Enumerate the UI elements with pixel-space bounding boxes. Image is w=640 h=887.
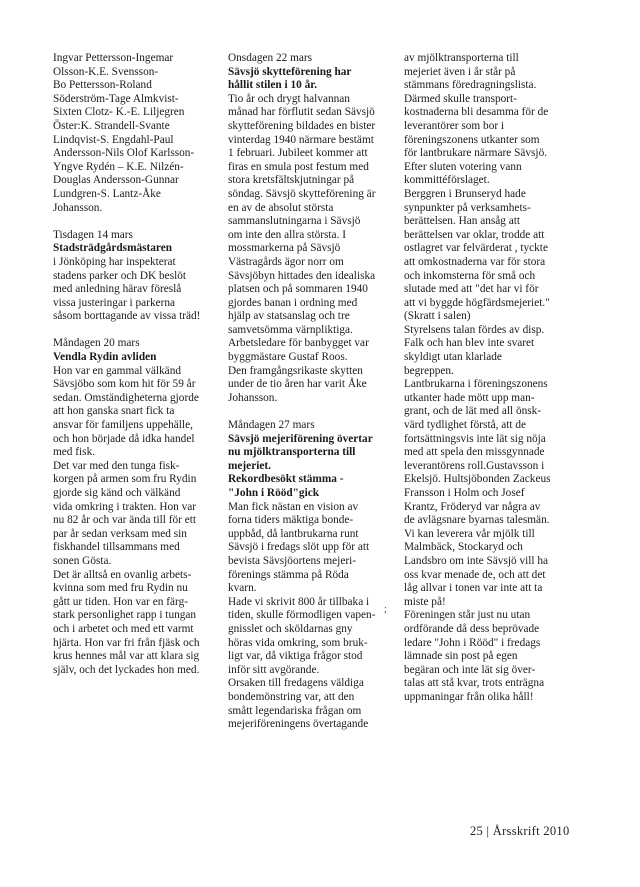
article-paragraph: Därmed skulle transport- kostnaderna bli desamma för de leverantörer som bor i föreningszonens utkanter som för lantbrukare närmare Sävsjö. bbox=[404, 92, 549, 160]
article-date: Onsdagen 22 mars bbox=[228, 52, 313, 64]
article-heading: Stadsträdgårdsmästaren bbox=[53, 242, 173, 255]
article-paragraph: Det var med den tunga fisk- korgen på armen som fru Rydin gjorde sig känd och välkänd vida omkring i trakten. Hon var nu 82 år och var ända till för ett par år sedan verksam med sin fiskhandel tillsammans med sonen Gösta. bbox=[53, 459, 197, 567]
article-mejeriforening bbox=[228, 419, 398, 732]
column-1 bbox=[53, 52, 223, 677]
names-list: Ingvar Pettersson-Ingemar Olsson-K.E. Svensson- Bo Pettersson-Roland Söderström-Tage Almkvist- Sixten Clotz- K.-E. Liljegren Öster:K. Strandell-Svante Lindqvist-S. Engdahl-Paul Andersson-Nils Olof Karlsson- Yngve Rydén – K.E. Nilzén- Douglas Andersson-Gunnar Lundgren-S. Lantz-Åke Johansson. bbox=[53, 52, 195, 214]
article-paragraph: Lantbrukarna i föreningszonens utkanter hade mött upp man- grant, och de lät med all önsk- värd tydlighet förstå, att de fortsättningsvis inte lät sig nöja med att spela den missgynnade leverantörens roll.Gustavsson i Ekelsjö. Hultsjöbonden Zackeus Fransson i Holm och Josef Krantz, Fröderyd var några av de avlägsnare byarnas talesmän. Vi kan leverera vår mjölk till Malmbäck, Stockaryd och Landsbro om inte Sävsjö vill ha oss kvar menade de, och att det låg allvar i tonen var inte att ta miste på! bbox=[404, 378, 551, 608]
article-paragraph: Styrelsens talan fördes av disp. Falk och han blev inte svaret skyldigt utan klarlade begreppen. bbox=[404, 323, 545, 377]
article-heading: Sävsjö mejeriförening övertar nu mjölktransporterna till mejeriet. Rekordbesökt stämma - "John i Rööd"gick bbox=[228, 432, 373, 499]
article-body: i Jönköping har inspekterat stadens parker och DK beslöt med anledning härav föreslå vissa justeringar i parkerna såsom borttagande av vissa träd! bbox=[53, 255, 201, 323]
article-paragraph: Hon var en gammal välkänd Sävsjöbo som kom hit för 59 år sedan. Omständigheterna gjorde att hon ganska snart fick ta ansvar för familjens uppehälle, och hon började då idka handel med fisk. bbox=[53, 364, 199, 459]
page-footer: 25 | Årsskrift 2010 bbox=[470, 824, 570, 838]
article-date: Måndagen 20 mars bbox=[53, 337, 140, 350]
article-paragraph: Tio år och drygt halvannan månad har förflutit sedan Sävsjö skytteförening bildades en bister vinterdag 1940 närmare bestämt 1 februari. Jubileet kommer att firas en smula post festum med stora kretsfältskjutningar på söndag. Sävsjö skytteförening är en av de absolut största sammanslutningarna i Sävsjö om inte den allra största. I mossmarkerna på Sävsjö Västragårds ägor norr om Sävsjöbyn hittades den idealiska platsen och på sommaren 1940 gjordes banan i ordning med hjälp av statsanslag och tre samvetsömma värnpliktiga. bbox=[228, 92, 376, 336]
article-heading: Vendla Rydin avliden bbox=[53, 351, 157, 364]
article-paragraph: Orsaken till fredagens väldiga bondemönstring var, att den smått legendariska frågan om mejeriföreningens övertagande bbox=[228, 677, 369, 731]
article-heading: Sävsjö skytteförening har hållit stilen i 10 år. bbox=[228, 65, 352, 92]
article-date: Tisdagen 14 mars bbox=[53, 228, 133, 241]
article-paragraph: av mjölktransporterna till mejeriet även i år står på stämmans föredragningslista. bbox=[404, 52, 537, 92]
column-2 bbox=[228, 52, 398, 732]
column-3 bbox=[404, 52, 580, 705]
article-paragraph: Arbetsledare för banbygget var byggmästare Gustaf Roos. Den framgångsrikaste skytten under de tio åren har varit Åke Johansson. bbox=[228, 337, 369, 404]
article-skyttforening bbox=[228, 52, 398, 405]
article-paragraph: Föreningen står just nu utan ordförande då dess beprövade ledare "John i Rööd" i fredags lämnade sin post på egen begäran och inte lät sig över- talas att stå kvar, trots enträgna uppmaningar från olika håll! bbox=[404, 609, 545, 703]
article-paragraph: Efter sluten votering vann kommittéförslaget. bbox=[404, 160, 522, 187]
article-paragraph: Det är alltså en ovanlig arbets- kvinna som med fru Rydin nu gått ur tiden. Hon var en färg- stark personlighet rapp i tungan och i arbetet och med ett varmt hjärta. Hon var fri från fjäsk och krus hennes mål var att klara sig själv, och det lyckades hon med. bbox=[53, 568, 200, 676]
margin-mark: ; bbox=[384, 604, 387, 615]
article-date: Måndagen 27 mars bbox=[228, 419, 315, 432]
article-paragraph: Berggren i Brunseryd hade synpunkter på verksamhets- berättelsen. Han ansåg att berättelsen var oklar, trodde att ostlagret var felvärderat , tyckte att omkostnaderna var för stora och inkomsterna för små och slutade med att "det har vi för att vi byggde högfärdsmejeriet." (Skratt i salen) bbox=[404, 187, 550, 323]
article-paragraph: Man fick nästan en vision av forna tiders mäktiga bonde- uppbåd, då lantbrukarna runt Sävsjö i fredags slöt upp för att bevista Sävsjöortens mejeri- förenings stämma på Röda kvarn. bbox=[228, 500, 370, 595]
article-paragraph: Hade vi skrivit 800 år tillbaka i tiden, skulle förmodligen vapen- gnisslet och sköldarnas gny höras vida omkring, som bruk- ligt var, då viktiga frågor stod inför sitt avgörande. bbox=[228, 595, 376, 676]
names-list-section bbox=[53, 52, 223, 215]
article-vendla-rydin bbox=[53, 337, 223, 677]
article-stadstradgardsmastaren bbox=[53, 229, 223, 324]
